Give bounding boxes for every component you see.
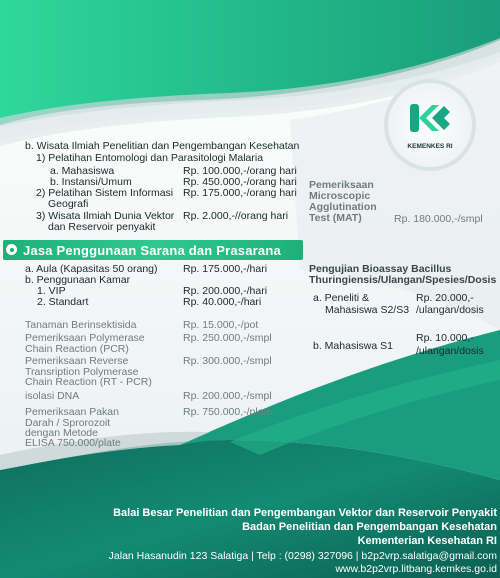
sarana-vip-price: Rp. 200.000,-/hari <box>183 285 268 297</box>
kemenkes-logo-icon <box>404 98 456 138</box>
service-3-line2: Transription Polymerase <box>25 366 139 378</box>
wisata-item-2-line2: Geografi <box>48 198 89 210</box>
sarana-vip: 1. VIP <box>37 285 66 297</box>
mat-price: Rp. 180.000,-/smpl <box>394 213 483 225</box>
kemenkes-logo-label: KEMENKES RI <box>407 143 453 150</box>
service-2-line1: Pemeriksaan Polymerase <box>25 332 145 344</box>
bioassay-a-line2: Mahasiswa S2/S3 <box>325 304 410 316</box>
sarana-standart-price: Rp. 40.000,-/hari <box>183 296 262 308</box>
sarana-standart: 2. Standart <box>37 296 89 308</box>
bioassay-a-line1: a. Peneliti & <box>313 292 370 304</box>
wisata-heading: b. Wisata Ilmiah Penelitian dan Pengembangan Kesehatan <box>25 140 300 152</box>
wisata-item-3-line2: dan Reservoir penyakit <box>48 221 156 233</box>
service-4-price: Rp. 200.000,-/smpl <box>183 390 272 402</box>
service-2-line2: Chain Reaction (PCR) <box>25 343 129 355</box>
bioassay-b-line1: b. Mahasiswa S1 <box>313 340 393 352</box>
service-4-line1: isolasi DNA <box>25 390 80 402</box>
service-3-line3: Chain Reaction (RT - PCR) <box>25 376 152 388</box>
wisata-item-1a: a. Mahasiswa <box>50 165 115 177</box>
bioassay-title-line1: Pengujian Bioassay Bacillus <box>309 263 452 275</box>
kemenkes-logo <box>404 98 456 148</box>
service-1-price: Rp. 15.000,-/pot <box>183 319 259 331</box>
sarana-kamar: b. Penggunaan Kamar <box>25 274 131 286</box>
service-5-line4: ELISA 750.000/plate <box>25 437 121 449</box>
wisata-item-1a-price: Rp. 100.000,-/orang hari <box>183 165 297 177</box>
wisata-item-3-line1: 3) Wisata Ilmiah Dunia Vektor <box>36 210 175 222</box>
service-5-line3: dengan Metode <box>25 427 98 439</box>
wisata-item-3-price: Rp. 2.000,-//orang hari <box>183 210 289 222</box>
sarana-aula: a. Aula (Kapasitas 50 orang) <box>25 263 158 275</box>
mat-line1: Pemeriksaan <box>309 179 374 191</box>
bioassay-a-price-line1: Rp. 20.000,- <box>416 292 474 304</box>
mat-line3: Agglutination <box>309 201 377 213</box>
service-3-line1: Pemeriksaan Reverse <box>25 355 129 367</box>
service-1-line1: Tanaman Berinsektisida <box>25 319 137 331</box>
service-3-price: Rp. 300.000,-/smpl <box>183 355 272 367</box>
footer-contact: Jalan Hasanudin 123 Salatiga | Telp : (0298) 327096 | b2p2vrp.salatiga@gmail.com <box>108 550 497 562</box>
footer-agency: Badan Penelitian dan Pengembangan Kesehatan <box>242 521 497 533</box>
footer-ministry: Kementerian Kesehatan RI <box>357 535 497 547</box>
wisata-item-1b: b. Instansi/Umum <box>50 176 132 188</box>
wisata-item-1b-price: Rp. 450.000,-/orang hari <box>183 176 297 188</box>
bioassay-b-price-line2: /ulangan/dosis <box>416 345 484 357</box>
footer-website[interactable]: www.b2p2vrp.litbang.kemkes.go.id <box>335 563 497 575</box>
mat-line4: Test (MAT) <box>309 212 362 224</box>
section-title: Jasa Penggunaan Sarana dan Prasarana <box>23 243 281 258</box>
wisata-item-1: 1) Pelatihan Entomologi dan Parasitologi Malaria <box>36 152 264 164</box>
service-5-line1: Pemeriksaan Pakan <box>25 406 119 418</box>
service-2-price: Rp. 250.000,-/smpl <box>183 332 272 344</box>
bioassay-b-price-line1: Rp. 10.000,- <box>416 332 474 344</box>
section-bullet-icon <box>6 244 17 255</box>
service-5-line2: Darah / Sprorozoit <box>25 417 111 429</box>
wisata-item-2-line1: 2) Pelatihan Sistem Informasi <box>36 187 174 199</box>
mat-line2: Microscopic <box>309 190 371 202</box>
footer-institution: Balai Besar Penelitian dan Pengembangan Vektor dan Reservoir Penyakit <box>113 507 497 519</box>
bioassay-title-line2: Thuringiensis/Ulangan/Spesies/Dosis <box>309 274 497 286</box>
sarana-aula-price: Rp. 175.000,-/hari <box>183 263 268 275</box>
service-5-price: Rp. 750.000,-/plate <box>183 406 273 418</box>
bioassay-a-price-line2: /ulangan/dosis <box>416 304 484 316</box>
wisata-item-2-price: Rp. 175.000,-/orang hari <box>183 187 297 199</box>
